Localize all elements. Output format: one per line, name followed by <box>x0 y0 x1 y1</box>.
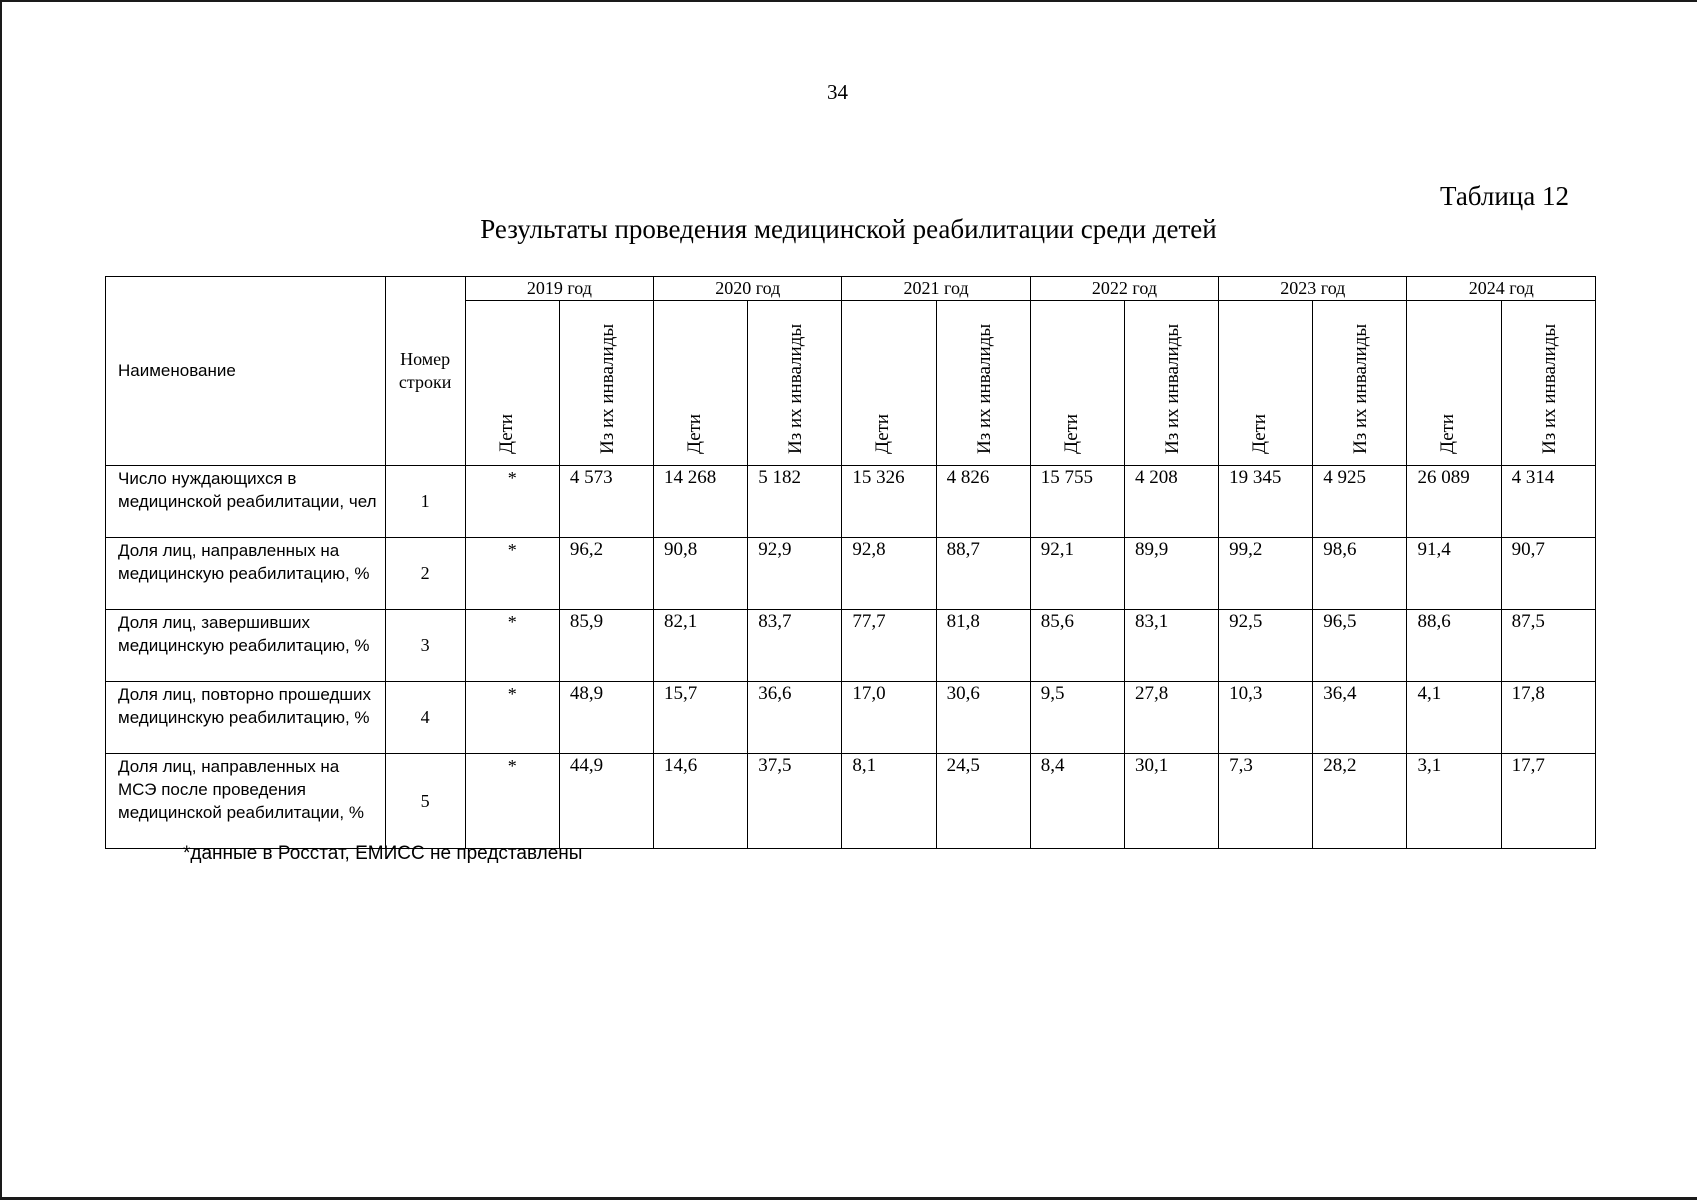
cell-value: 44,9 <box>559 754 653 849</box>
subheader-disabled <box>559 301 653 466</box>
cell-value: 24,5 <box>936 754 1030 849</box>
cell-value: * <box>465 682 559 754</box>
table-row <box>106 610 1596 682</box>
cell-value: * <box>465 466 559 538</box>
row-number: 4 <box>385 682 465 754</box>
cell-value: 30,1 <box>1124 754 1218 849</box>
cell-value: 28,2 <box>1313 754 1407 849</box>
subheader-children-text: Дети <box>1060 413 1082 454</box>
cell-value: 85,6 <box>1030 610 1124 682</box>
subheader-disabled <box>1124 301 1218 466</box>
cell-value: 37,5 <box>748 754 842 849</box>
header-name: Наименование <box>106 277 386 466</box>
cell-value: 88,6 <box>1407 610 1501 682</box>
subheader-disabled-text: Из их инвалиды <box>596 323 618 454</box>
scan-edge-left <box>0 0 2 1200</box>
row-number: 3 <box>385 610 465 682</box>
cell-value: 15,7 <box>654 682 748 754</box>
cell-value: 17,8 <box>1501 682 1595 754</box>
subheader-children <box>1407 301 1501 466</box>
cell-value: 90,7 <box>1501 538 1595 610</box>
cell-value: 88,7 <box>936 538 1030 610</box>
cell-value: 4 314 <box>1501 466 1595 538</box>
subheader-children <box>1219 301 1313 466</box>
cell-value: 3,1 <box>1407 754 1501 849</box>
document-title: Результаты проведения медицинской реабилитации среди детей <box>480 214 1217 244</box>
table-row <box>106 538 1596 610</box>
scan-edge-top <box>0 0 1697 2</box>
subheader-children <box>654 301 748 466</box>
table-label: Таблица 12 <box>1440 181 1569 211</box>
cell-value: 92,1 <box>1030 538 1124 610</box>
header-row-number-line2: строки <box>398 372 452 392</box>
subheader-disabled-text: Из их инвалиды <box>785 323 807 454</box>
cell-value: 92,9 <box>748 538 842 610</box>
row-number: 2 <box>385 538 465 610</box>
row-name: Доля лиц, завершивших медицинскую реабилитацию, % <box>106 610 386 682</box>
cell-value: 4 826 <box>936 466 1030 538</box>
year-header-2021: 2021 год <box>842 277 1030 301</box>
cell-value: 8,1 <box>842 754 936 849</box>
subheader-children-text: Дети <box>684 413 706 454</box>
cell-value: 81,8 <box>936 610 1030 682</box>
year-header-2024: 2024 год <box>1407 277 1596 301</box>
cell-value: 48,9 <box>559 682 653 754</box>
cell-value: 15 755 <box>1030 466 1124 538</box>
cell-value: 26 089 <box>1407 466 1501 538</box>
subheader-children-text: Дети <box>1437 413 1459 454</box>
cell-value: 36,4 <box>1313 682 1407 754</box>
page-number: 34 <box>827 80 848 104</box>
rehabilitation-table <box>105 276 1596 849</box>
table-row <box>106 754 1596 849</box>
cell-value: 14 268 <box>654 466 748 538</box>
footnote: *данные в Росстат, ЕМИСС не представлены <box>183 843 583 864</box>
cell-value: 90,8 <box>654 538 748 610</box>
cell-value: 8,4 <box>1030 754 1124 849</box>
subheader-disabled-text: Из их инвалиды <box>1538 323 1560 454</box>
year-header-2022: 2022 год <box>1030 277 1218 301</box>
subheader-children <box>465 301 559 466</box>
subheader-children-text: Дети <box>872 413 894 454</box>
subheader-children-text: Дети <box>1249 413 1271 454</box>
subheader-disabled-text: Из их инвалиды <box>973 323 995 454</box>
header-row-number <box>385 277 465 466</box>
cell-value: 87,5 <box>1501 610 1595 682</box>
cell-value: 92,5 <box>1219 610 1313 682</box>
subheader-disabled-text: Из их инвалиды <box>1350 323 1372 454</box>
cell-value: 9,5 <box>1030 682 1124 754</box>
cell-value: * <box>465 610 559 682</box>
subheader-disabled <box>1313 301 1407 466</box>
row-name: Доля лиц, направленных на МСЭ после проведения медицинской реабилитации, % <box>106 754 386 849</box>
table-row <box>106 682 1596 754</box>
cell-value: * <box>465 538 559 610</box>
cell-value: 99,2 <box>1219 538 1313 610</box>
year-header-row <box>106 277 1596 301</box>
row-number: 5 <box>385 754 465 849</box>
cell-value: 15 326 <box>842 466 936 538</box>
year-header-2020: 2020 год <box>654 277 842 301</box>
cell-value: 4,1 <box>1407 682 1501 754</box>
cell-value: * <box>465 754 559 849</box>
cell-value: 5 182 <box>748 466 842 538</box>
cell-value: 98,6 <box>1313 538 1407 610</box>
header-row-number-line1: Номер <box>400 349 451 369</box>
year-header-2019: 2019 год <box>465 277 653 301</box>
cell-value: 27,8 <box>1124 682 1218 754</box>
row-name: Доля лиц, повторно прошедших медицинскую реабилитацию, % <box>106 682 386 754</box>
cell-value: 92,8 <box>842 538 936 610</box>
cell-value: 7,3 <box>1219 754 1313 849</box>
subheader-disabled <box>1501 301 1595 466</box>
cell-value: 89,9 <box>1124 538 1218 610</box>
cell-value: 19 345 <box>1219 466 1313 538</box>
row-name: Доля лиц, направленных на медицинскую реабилитацию, % <box>106 538 386 610</box>
cell-value: 14,6 <box>654 754 748 849</box>
subheader-children <box>842 301 936 466</box>
cell-value: 17,0 <box>842 682 936 754</box>
subheader-disabled <box>748 301 842 466</box>
cell-value: 36,6 <box>748 682 842 754</box>
cell-value: 96,5 <box>1313 610 1407 682</box>
cell-value: 83,1 <box>1124 610 1218 682</box>
cell-value: 85,9 <box>559 610 653 682</box>
cell-value: 83,7 <box>748 610 842 682</box>
subheader-children-text: Дети <box>495 413 517 454</box>
cell-value: 4 925 <box>1313 466 1407 538</box>
subheader-children <box>1030 301 1124 466</box>
row-name: Число нуждающихся в медицинской реабилитации, чел <box>106 466 386 538</box>
cell-value: 4 208 <box>1124 466 1218 538</box>
subheader-disabled <box>936 301 1030 466</box>
year-header-2023: 2023 год <box>1219 277 1407 301</box>
cell-value: 91,4 <box>1407 538 1501 610</box>
cell-value: 17,7 <box>1501 754 1595 849</box>
subheader-disabled-text: Из их инвалиды <box>1161 323 1183 454</box>
cell-value: 10,3 <box>1219 682 1313 754</box>
table-row <box>106 466 1596 538</box>
cell-value: 30,6 <box>936 682 1030 754</box>
row-number: 1 <box>385 466 465 538</box>
cell-value: 4 573 <box>559 466 653 538</box>
cell-value: 96,2 <box>559 538 653 610</box>
cell-value: 77,7 <box>842 610 936 682</box>
cell-value: 82,1 <box>654 610 748 682</box>
